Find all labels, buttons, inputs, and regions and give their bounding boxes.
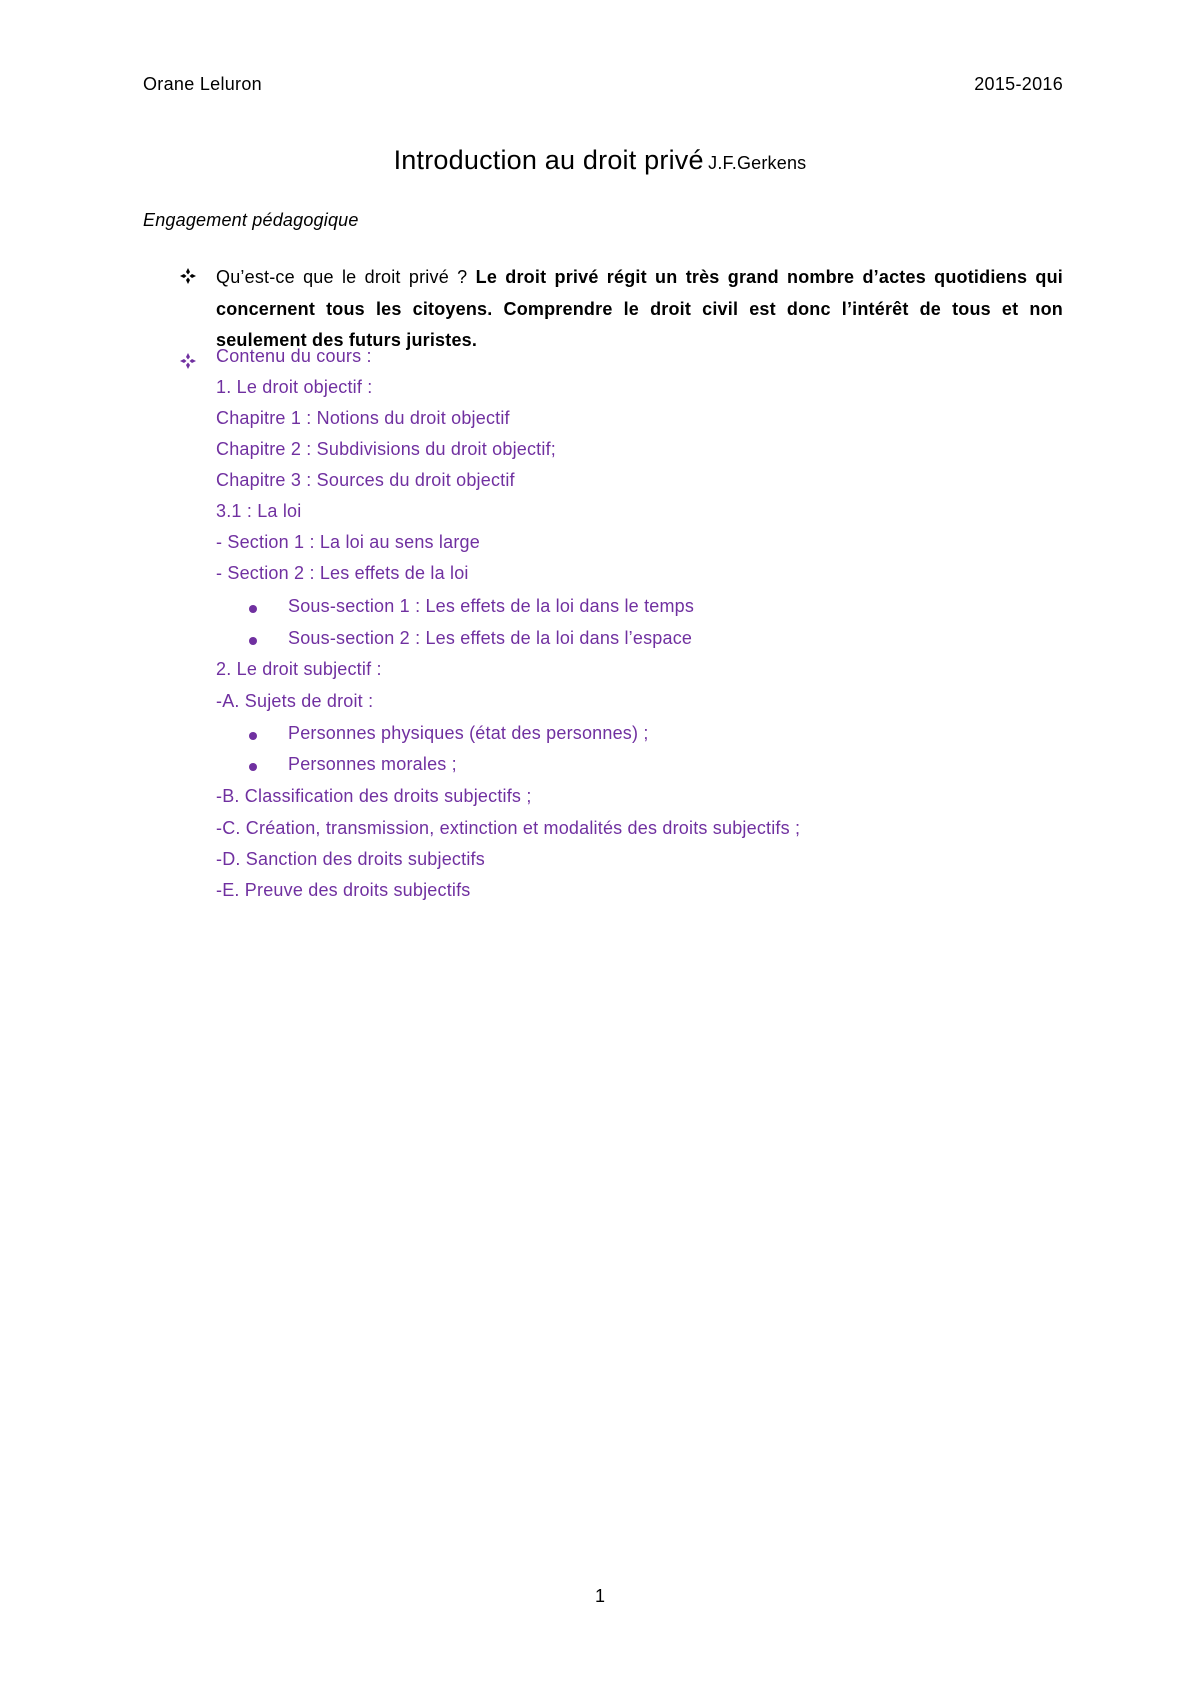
contents-line: Chapitre 2 : Subdivisions du droit objectif; xyxy=(216,439,556,459)
contents-line: -E. Preuve des droits subjectifs xyxy=(216,880,471,900)
document-title xyxy=(0,145,1200,176)
four-diamond-star-icon xyxy=(179,352,197,370)
intro-question: Qu’est-ce que le droit privé ? xyxy=(216,267,476,287)
contents-sub-item: Personnes physiques (état des personnes) ; xyxy=(288,723,649,743)
contents-line: -B. Classification des droits subjectifs ; xyxy=(216,786,532,806)
contents-sub-item: Sous-section 2 : Les effets de la loi dans l’espace xyxy=(288,628,693,648)
round-dot-icon xyxy=(249,637,257,645)
title-author: J.F.Gerkens xyxy=(708,153,807,173)
intro-paragraph xyxy=(216,262,1063,357)
contents-sub-item: Personnes morales ; xyxy=(288,754,457,774)
contents-line: -A. Sujets de droit : xyxy=(216,691,374,711)
intro-list-item xyxy=(143,262,1063,357)
page-number: 1 xyxy=(594,1586,605,1606)
round-dot-icon xyxy=(249,732,257,740)
four-diamond-star-icon xyxy=(179,267,197,285)
contents-line: -D. Sanction des droits subjectifs xyxy=(216,849,485,869)
contents-line: Chapitre 3 : Sources du droit objectif xyxy=(216,470,515,490)
contents-line: - Section 2 : Les effets de la loi xyxy=(216,563,469,583)
intro-answer: Le droit privé régit un très grand nombre d’actes quotidiens qui concernent tous les citoyens. Comprendre le droit civil est donc l’intérêt de tous et non seulement des futurs juristes. xyxy=(216,267,1063,350)
round-dot-icon xyxy=(249,605,257,613)
contents-heading: Contenu du cours : xyxy=(216,346,372,366)
contents-sub-item: Sous-section 1 : Les effets de la loi dans le temps xyxy=(288,596,695,616)
contents-line: Chapitre 1 : Notions du droit objectif xyxy=(216,408,510,428)
contents-line: -C. Création, transmission, extinction et modalités des droits subjectifs ; xyxy=(216,818,801,838)
section-subtitle: Engagement pédagogique xyxy=(143,210,359,230)
contents-line: 2. Le droit subjectif : xyxy=(216,659,382,679)
header-author: Orane Leluron xyxy=(143,74,262,94)
contents-line: 1. Le droit objectif : xyxy=(216,377,373,397)
round-dot-icon xyxy=(249,763,257,771)
header-year: 2015-2016 xyxy=(974,74,1063,94)
title-main: Introduction au droit privé xyxy=(393,145,704,175)
page-header xyxy=(143,74,1063,100)
contents-line: - Section 1 : La loi au sens large xyxy=(216,532,480,552)
contents-line: 3.1 : La loi xyxy=(216,501,302,521)
